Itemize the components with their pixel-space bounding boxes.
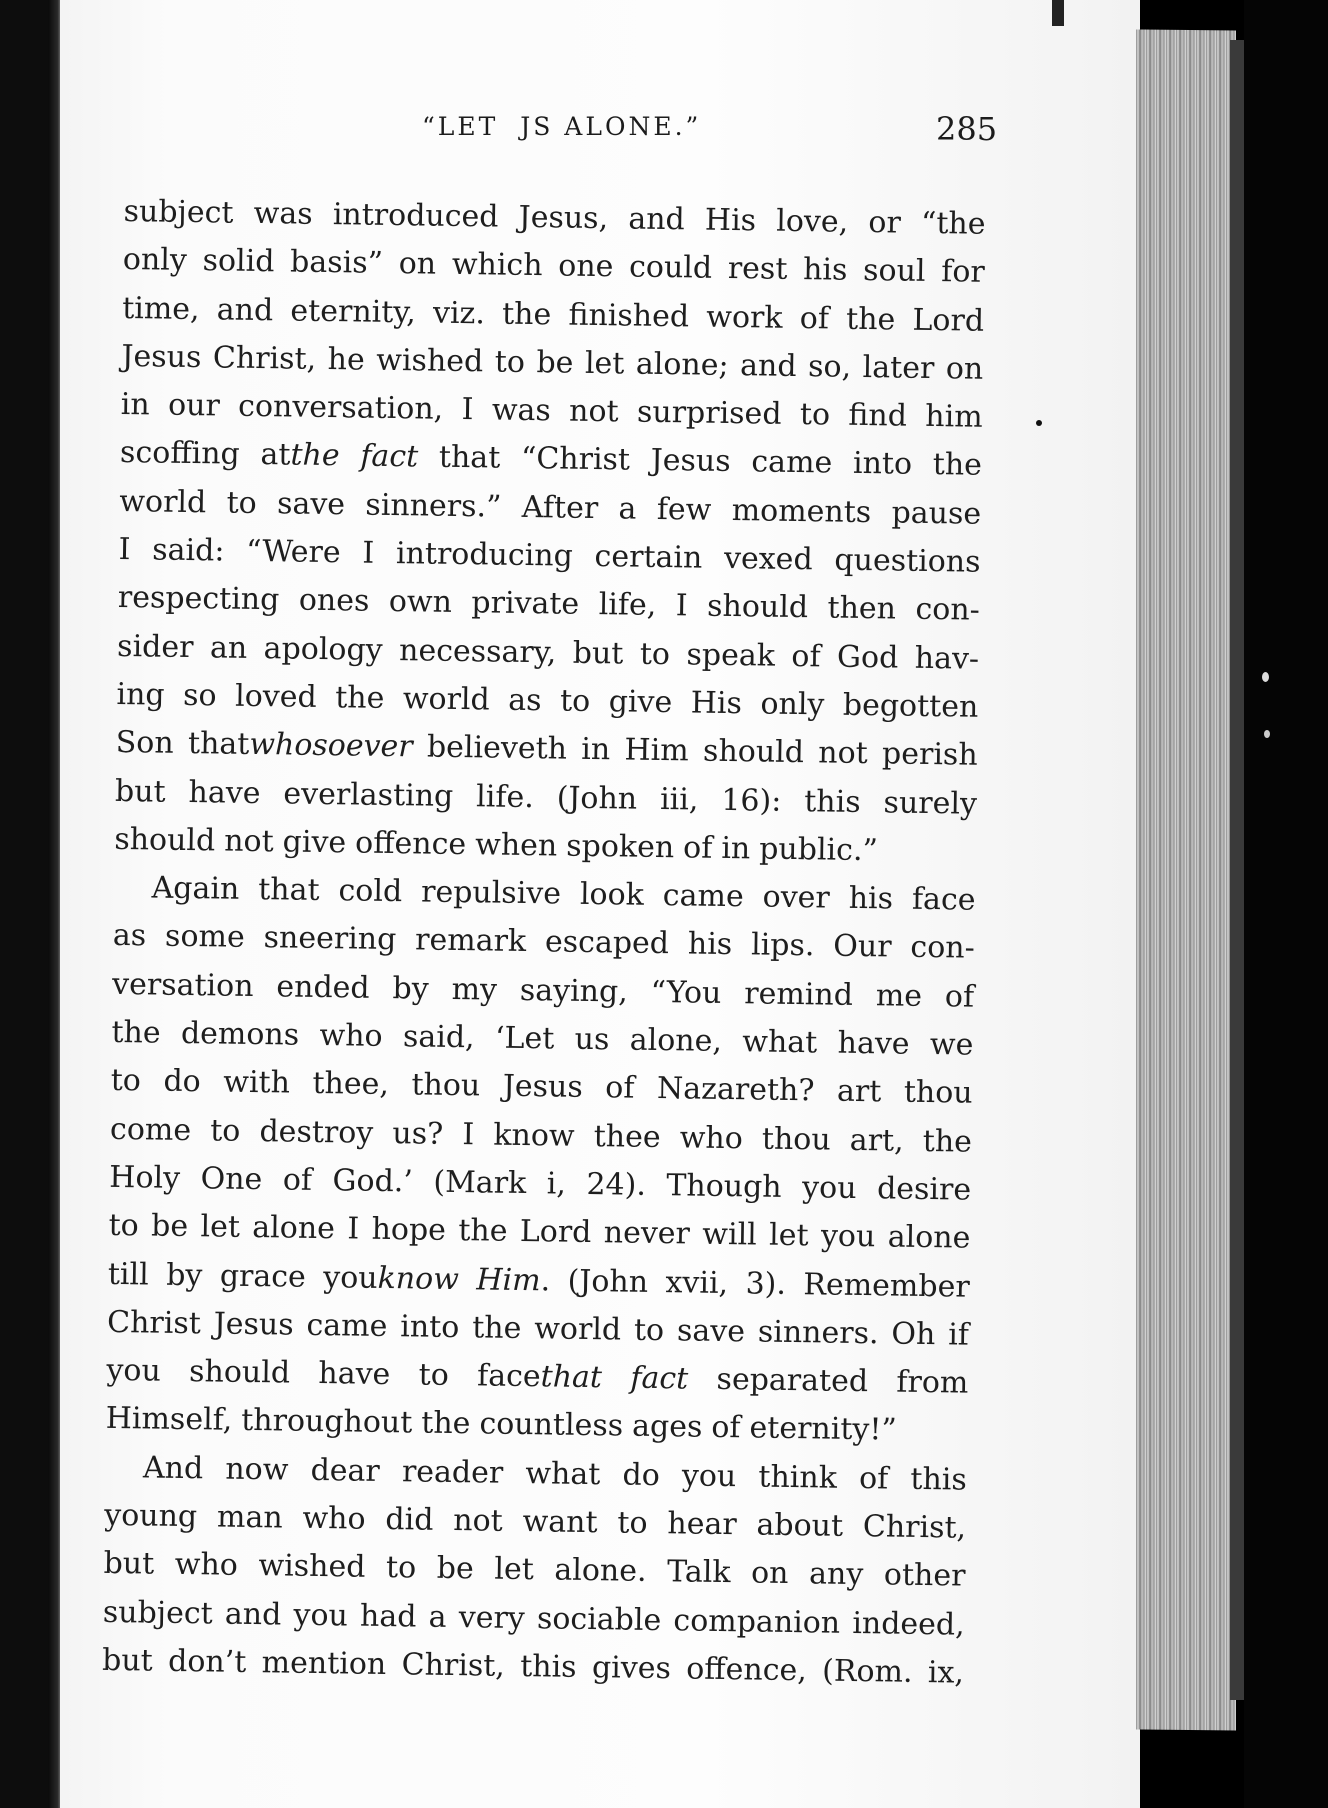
text-line: subject was introduced Jesus, and His love, or “the (123, 193, 986, 242)
text-line: world to save sinners.” After a few moments pause (119, 483, 982, 532)
background-right (1244, 0, 1328, 1808)
text-line: Son thatwhosoever believeth in Him should not perish (115, 725, 978, 773)
text-line: respecting ones own private life, I should then con- (117, 580, 981, 629)
text-line: Holy One of God.’ (Mark i, 24). Though you desire (109, 1159, 972, 1208)
text-line: as some sneering remark escaped his lips. Our con- (112, 918, 976, 967)
text-line: should not give offence when spoken of in public.” (114, 821, 879, 869)
text-line: scoffing atthe fact that “Christ Jesus came into the (119, 435, 983, 484)
text-line: the demons who said, ‘Let us alone, what have we (111, 1014, 974, 1063)
text-line: till by grace youknow Him. (John xvii, 3). Remember (107, 1256, 970, 1305)
page-stack-edge (1136, 29, 1236, 1730)
text-line: subject and you had a very sociable companion indeed, (102, 1594, 965, 1643)
text-line: but who wished to be let alone. Talk on any other (103, 1546, 966, 1594)
text-line: young man who did not want to hear about Christ, (104, 1497, 967, 1546)
text-line: versation ended by my saying, “You remind me of (111, 966, 975, 1015)
body-text (102, 188, 986, 1698)
dust-speck (1036, 420, 1042, 426)
text-line: Again that cold repulsive look came over his face (151, 870, 976, 918)
text-line: only solid basis” on which one could rest his soul for (122, 242, 986, 291)
page-stack-shadow (1230, 40, 1244, 1700)
text-line: I said: “Were I introducing certain vexed questions (118, 532, 981, 580)
text-line: in our conversation, I was not surprised to find him (120, 387, 983, 435)
text-line: ing so loved the world as to give His only begotten (116, 676, 979, 725)
scan-mark (1052, 0, 1064, 26)
text-line: to be let alone I hope the Lord never will let you alone (108, 1208, 971, 1256)
text-line: but have everlasting life. (John iii, 16): this surely (114, 773, 978, 822)
text-line: Jesus Christ, he wished to be let alone; and so, later on (121, 338, 984, 387)
text-line: Christ Jesus came into the world to save sinners. Oh if (106, 1304, 970, 1353)
dust-speck (1262, 672, 1269, 682)
page-number: 285 (936, 110, 998, 148)
text-line: come to destroy us? I know thee who thou art, the (109, 1111, 973, 1160)
text-line: you should have to facethat fact separated from (106, 1352, 969, 1401)
text-line: And now dear reader what do you think of this (142, 1450, 968, 1498)
text-line: but don’t mention Christ, this gives offence, (Rom. ix, (101, 1642, 965, 1691)
text-line: time, and eternity, viz. the finished work of the Lord (121, 290, 985, 339)
text-line: sider an apology necessary, but to speak of God hav- (116, 628, 980, 677)
running-head: “LET JS ALONE.” (422, 112, 702, 141)
text-line: Himself, throughout the countless ages of eternity!” (105, 1401, 898, 1449)
dust-speck (1264, 730, 1270, 738)
text-line: to do with thee, thou Jesus of Nazareth? art thou (110, 1063, 973, 1112)
